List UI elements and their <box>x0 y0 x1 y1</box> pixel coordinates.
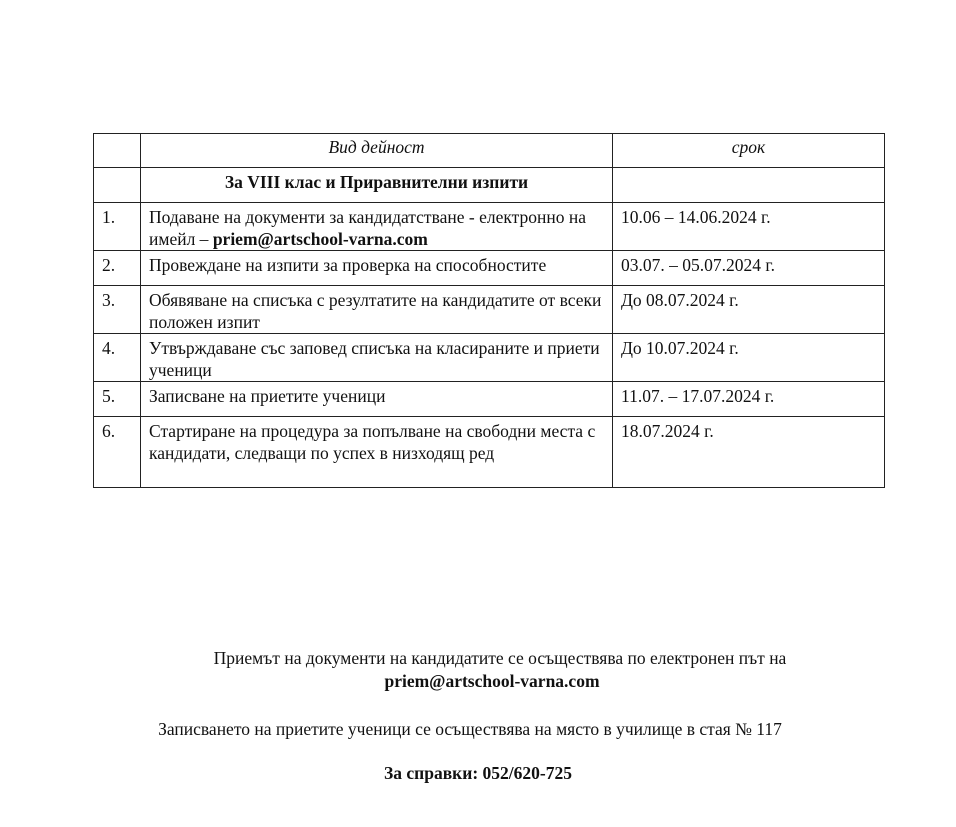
row-num: 2. <box>94 251 141 286</box>
row-activity <box>141 203 613 251</box>
section-deadline <box>613 168 885 203</box>
activity-text: Подаване на документи за кандидатстване - електронно на имейл – <box>149 207 586 249</box>
row-deadline: 11.07. – 17.07.2024 г. <box>613 382 885 417</box>
email-link[interactable]: priem@artschool-varna.com <box>212 229 428 249</box>
section-row <box>94 168 885 203</box>
row-deadline: До 08.07.2024 г. <box>613 286 885 334</box>
row-activity: Записване на приетите ученици <box>141 382 613 417</box>
table-row <box>94 334 885 382</box>
row-activity: Утвърждаване със заповед списъка на класираните и приети ученици <box>141 334 613 382</box>
header-activity: Вид дейност <box>141 134 613 168</box>
header-deadline: срок <box>613 134 885 168</box>
header-num <box>94 134 141 168</box>
footer-submission-note: Приемът на документи на кандидатите се осъществява по електронен път на <box>213 648 787 668</box>
row-num: 5. <box>94 382 141 417</box>
table-row <box>94 286 885 334</box>
row-num: 6. <box>94 417 141 488</box>
row-num: 3. <box>94 286 141 334</box>
section-title: За VIII клас и Приравнителни изпити <box>141 168 613 203</box>
row-deadline: 18.07.2024 г. <box>613 417 885 488</box>
footer-email-link[interactable]: priem@artschool-varna.com <box>384 671 600 691</box>
row-activity: Провеждане на изпити за проверка на способностите <box>141 251 613 286</box>
table-header-row <box>94 134 885 168</box>
row-num: 1. <box>94 203 141 251</box>
admission-schedule-table <box>93 133 885 488</box>
table-row <box>94 203 885 251</box>
table-row <box>94 417 885 488</box>
row-deadline: До 10.07.2024 г. <box>613 334 885 382</box>
row-activity: Стартиране на процедура за попълване на свободни места с кандидати, следващи по успех в низходящ ред <box>141 417 613 488</box>
footer-enrollment-note: Записването на приетите ученици се осъществява на място в училище в стая № 117 <box>158 719 782 739</box>
row-activity: Обявяване на списъка с резултатите на кандидатите от всеки положен изпит <box>141 286 613 334</box>
section-num <box>94 168 141 203</box>
row-deadline: 10.06 – 14.06.2024 г. <box>613 203 885 251</box>
footer-contact: За справки: 052/620-725 <box>384 763 572 783</box>
row-deadline: 03.07. – 05.07.2024 г. <box>613 251 885 286</box>
row-num: 4. <box>94 334 141 382</box>
table-row <box>94 382 885 417</box>
table-row <box>94 251 885 286</box>
